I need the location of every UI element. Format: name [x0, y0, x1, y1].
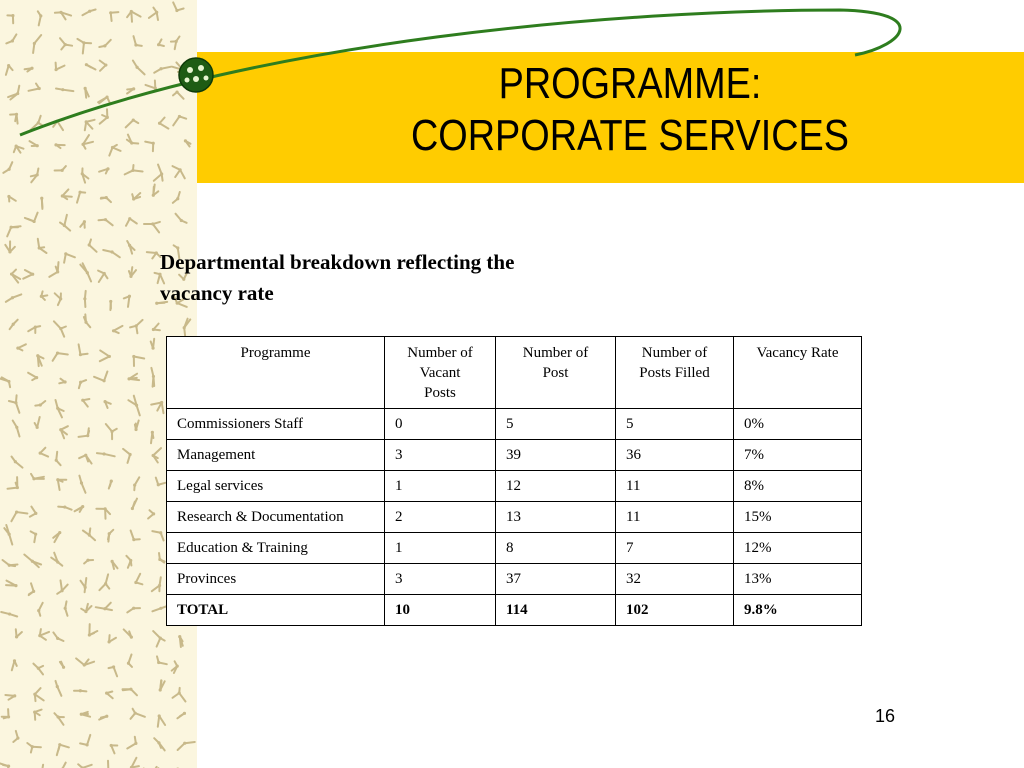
- header-vacancy-rate: Vacancy Rate: [734, 337, 862, 409]
- cell-rate: 0%: [734, 409, 862, 440]
- header-programme: Programme: [167, 337, 385, 409]
- cell-rate: 13%: [734, 564, 862, 595]
- cell-posts: 8: [496, 533, 616, 564]
- table-row: [167, 409, 862, 440]
- title-line-2: CORPORATE SERVICES: [410, 110, 850, 160]
- table-row: [167, 533, 862, 564]
- cell-programme: Legal services: [167, 471, 385, 502]
- cell-rate: 15%: [734, 502, 862, 533]
- cell-vacant: 1: [385, 471, 496, 502]
- cell-filled: 11: [616, 502, 734, 533]
- cell-vacant: 3: [385, 440, 496, 471]
- table-row: [167, 471, 862, 502]
- vacancy-table: [166, 336, 862, 626]
- cell-programme: Education & Training: [167, 533, 385, 564]
- cell-rate: 8%: [734, 471, 862, 502]
- cell-programme: Management: [167, 440, 385, 471]
- cell-posts: 13: [496, 502, 616, 533]
- cell-rate: 7%: [734, 440, 862, 471]
- total-posts: 114: [496, 595, 616, 626]
- cell-filled: 11: [616, 471, 734, 502]
- total-label: TOTAL: [167, 595, 385, 626]
- table-row: [167, 440, 862, 471]
- slide-subtitle: [160, 247, 630, 309]
- header-posts-filled: Number of Posts Filled: [616, 337, 734, 409]
- cell-programme: Commissioners Staff: [167, 409, 385, 440]
- table-row: [167, 502, 862, 533]
- cell-vacant: 0: [385, 409, 496, 440]
- cell-vacant: 1: [385, 533, 496, 564]
- total-vacant: 10: [385, 595, 496, 626]
- total-rate: 9.8%: [734, 595, 862, 626]
- subtitle-line-2: vacancy rate: [160, 281, 274, 305]
- cell-rate: 12%: [734, 533, 862, 564]
- cell-filled: 5: [616, 409, 734, 440]
- cell-posts: 39: [496, 440, 616, 471]
- cell-filled: 36: [616, 440, 734, 471]
- table-row: [167, 564, 862, 595]
- total-filled: 102: [616, 595, 734, 626]
- table-header-row: [167, 337, 862, 409]
- cell-vacant: 3: [385, 564, 496, 595]
- cell-programme: Research & Documentation: [167, 502, 385, 533]
- table-total-row: [167, 595, 862, 626]
- title-line-1: PROGRAMME:: [498, 59, 762, 108]
- header-number-of-post: Number of Post: [496, 337, 616, 409]
- slide-title: [346, 58, 914, 162]
- header-vacant-posts: Number of Vacant Posts: [385, 337, 496, 409]
- cell-vacant: 2: [385, 502, 496, 533]
- cell-filled: 32: [616, 564, 734, 595]
- cell-posts: 5: [496, 409, 616, 440]
- page-number: 16: [874, 706, 896, 726]
- cell-filled: 7: [616, 533, 734, 564]
- cell-programme: Provinces: [167, 564, 385, 595]
- cell-posts: 37: [496, 564, 616, 595]
- subtitle-line-1: Departmental breakdown reflecting the: [160, 250, 515, 274]
- cell-posts: 12: [496, 471, 616, 502]
